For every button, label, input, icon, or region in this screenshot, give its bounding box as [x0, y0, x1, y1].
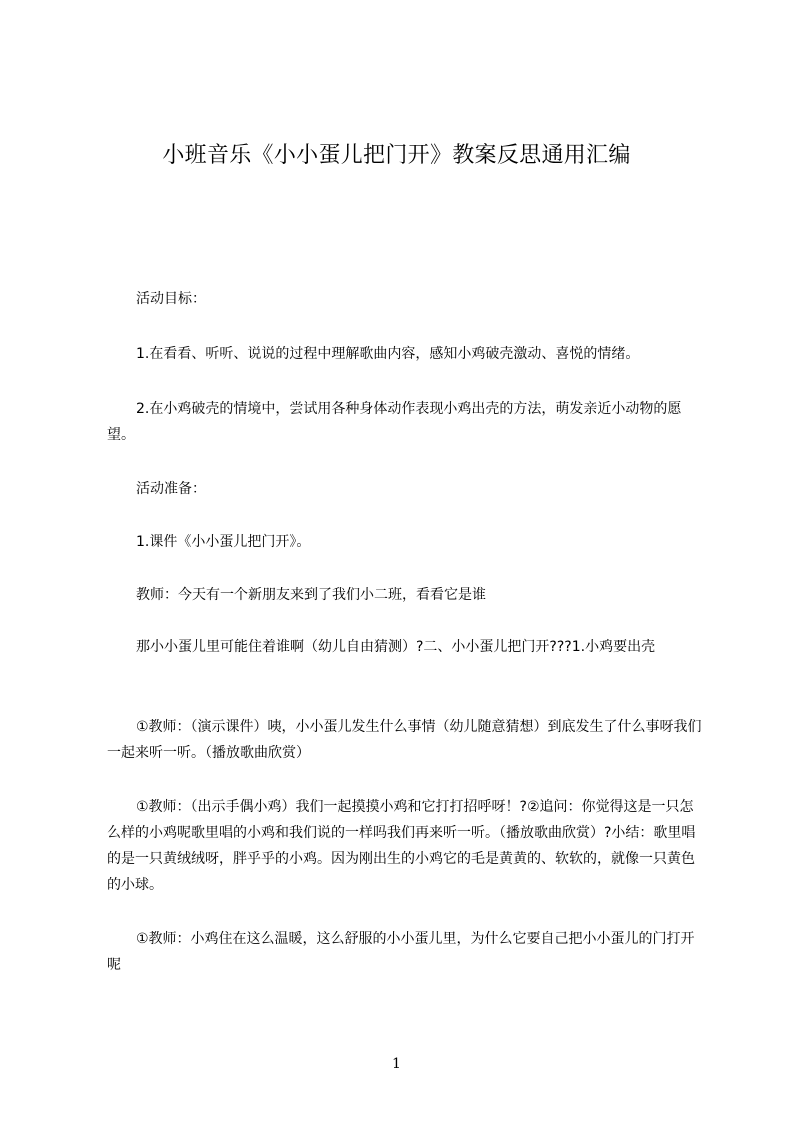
paragraph-objective-1: 1.在看看、听听、说说的过程中理解歌曲内容，感知小鸡破壳激动、喜悦的情绪。: [136, 346, 640, 362]
page-number: 1: [392, 1056, 401, 1072]
paragraph-preparation-heading: 活动准备：: [136, 481, 206, 497]
paragraph-objective-2: 2.在小鸡破壳的情境中，尝试用各种身体动作表现小鸡出壳的方法，萌发亲近小动物的愿望。: [107, 401, 682, 443]
paragraph-preparation-1: 1.课件《小小蛋儿把门开》。: [136, 534, 311, 550]
paragraph-listen: ①教师：（演示课件）咦，小小蛋儿发生什么事情（幼儿随意猜想）到底发生了什么事呀我们一起来听一听。（播放歌曲欣赏）: [107, 719, 702, 761]
paragraph-puppet: ①教师：（出示手偶小鸡）我们一起摸摸小鸡和它打打招呼呀！?②追问：你觉得这是一只怎么样的小鸡呢歌里唱的小鸡和我们说的一样吗我们再来听一听。（播放歌曲欣赏）?小结：歌里唱的是一只黄绒绒呀，胖乎乎的小鸡。因为刚出生的小鸡它的毛是黄黄的、软软的，就像一只黄色的小球。: [107, 799, 696, 893]
document-title: 小班音乐《小小蛋儿把门开》教案反思通用汇编: [162, 143, 631, 168]
paragraph-objectives-heading: 活动目标：: [136, 291, 206, 307]
paragraph-teacher-intro: 教师：今天有一个新朋友来到了我们小二班，看看它是谁: [136, 587, 486, 603]
paragraph-guess: 那小小蛋儿里可能住着谁啊（幼儿自由猜测）?二、小小蛋儿把门开???1.小鸡要出壳: [136, 639, 656, 655]
paragraph-question: ①教师：小鸡住在这么温暖，这么舒服的小小蛋儿里，为什么它要自己把小小蛋儿的门打开呢: [107, 931, 695, 973]
